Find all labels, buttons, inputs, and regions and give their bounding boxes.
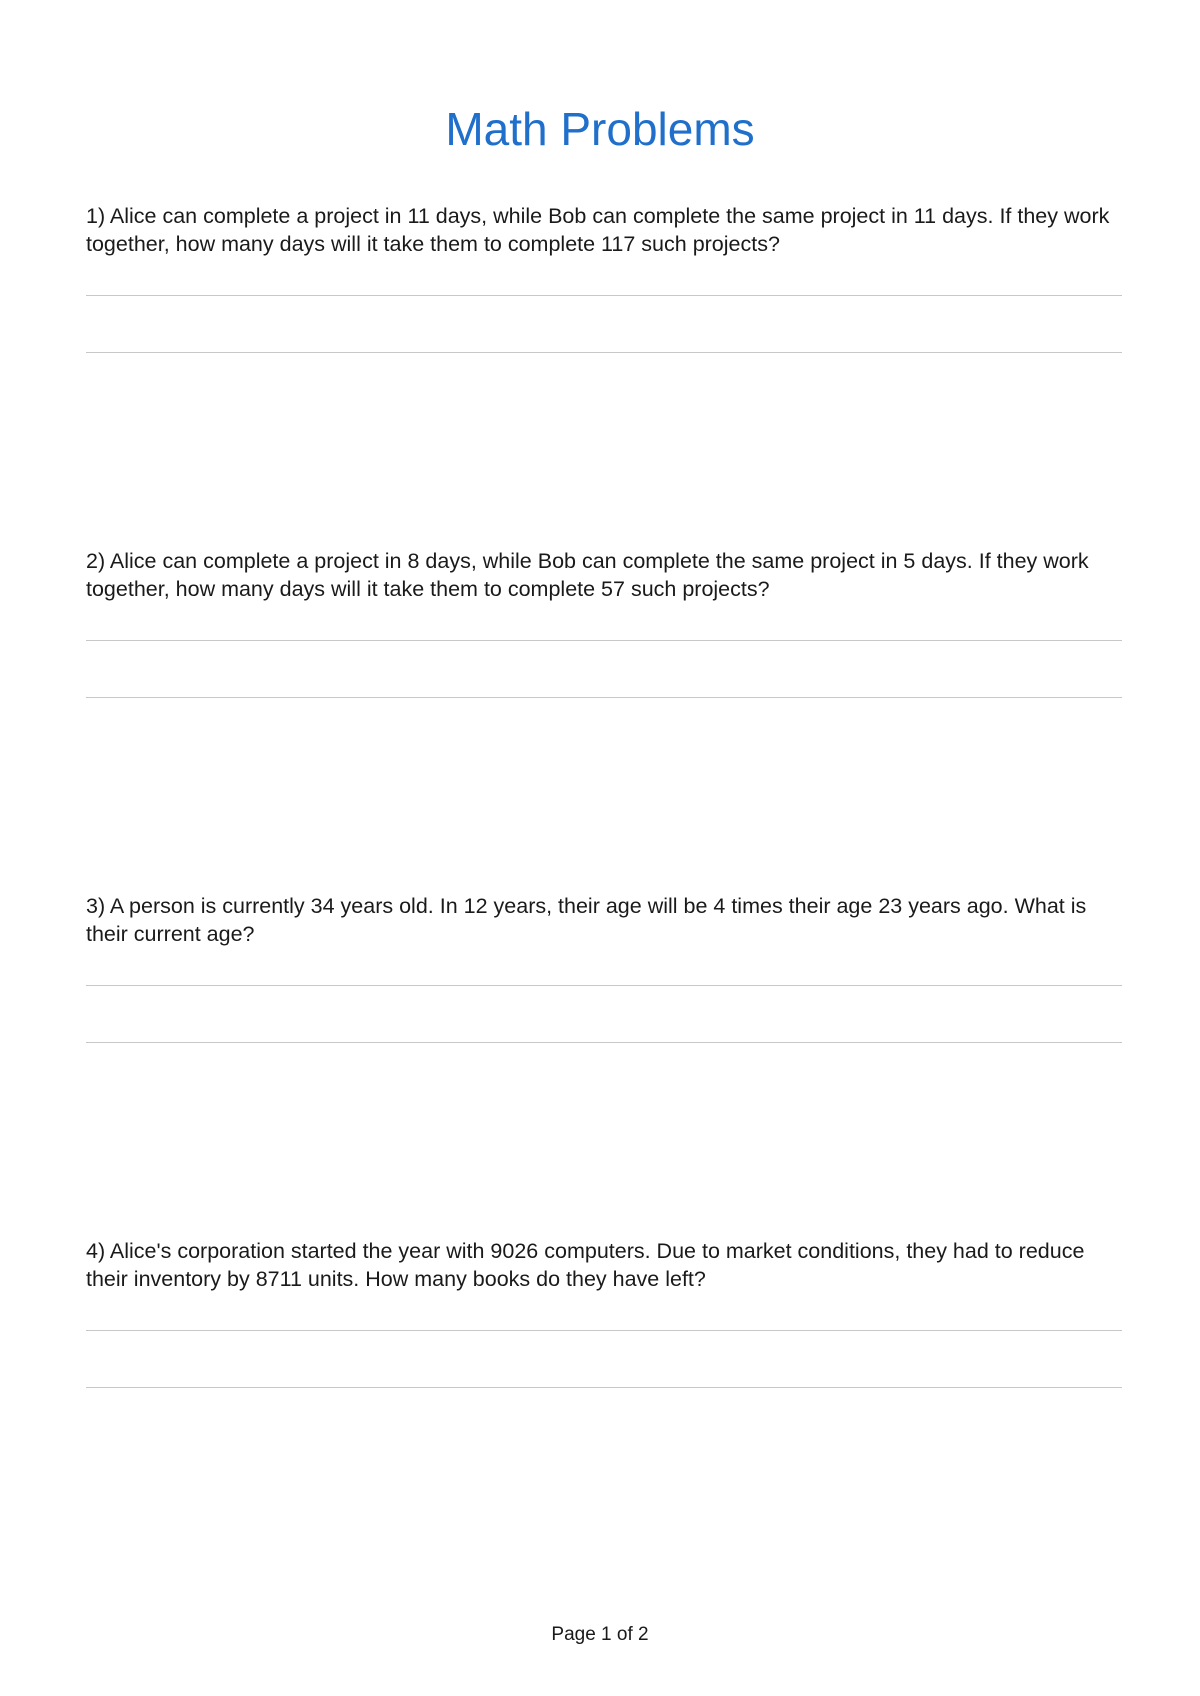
- answer-line: [86, 352, 1122, 353]
- page-title: Math Problems: [445, 102, 755, 155]
- problem-4: [86, 1237, 1122, 1293]
- problem-text: 1) Alice can complete a project in 11 days, while Bob can complete the same project in 11 days. If they work together, how many days will it take them to complete 117 such projects?: [86, 204, 1110, 256]
- problem-text: 4) Alice's corporation started the year with 9026 computers. Due to market conditions, they had to reduce their inventory by 8711 units. How many books do they have left?: [86, 1239, 1085, 1291]
- answer-line: [86, 697, 1122, 698]
- problem-2: [86, 547, 1122, 603]
- answer-line: [86, 985, 1122, 986]
- problem-3: [86, 892, 1122, 948]
- problem-text: 3) A person is currently 34 years old. In 12 years, their age will be 4 times their age 23 years ago. What is their current age?: [86, 894, 1087, 946]
- answer-line: [86, 640, 1122, 641]
- answer-line: [86, 1330, 1122, 1331]
- answer-line: [86, 295, 1122, 296]
- problem-1: [86, 202, 1122, 258]
- answer-line: [86, 1387, 1122, 1388]
- answer-line: [86, 1042, 1122, 1043]
- page-number: Page 1 of 2: [551, 1624, 649, 1645]
- problem-text: 2) Alice can complete a project in 8 days, while Bob can complete the same project in 5 days. If they work together, how many days will it take them to complete 57 such projects?: [86, 549, 1089, 601]
